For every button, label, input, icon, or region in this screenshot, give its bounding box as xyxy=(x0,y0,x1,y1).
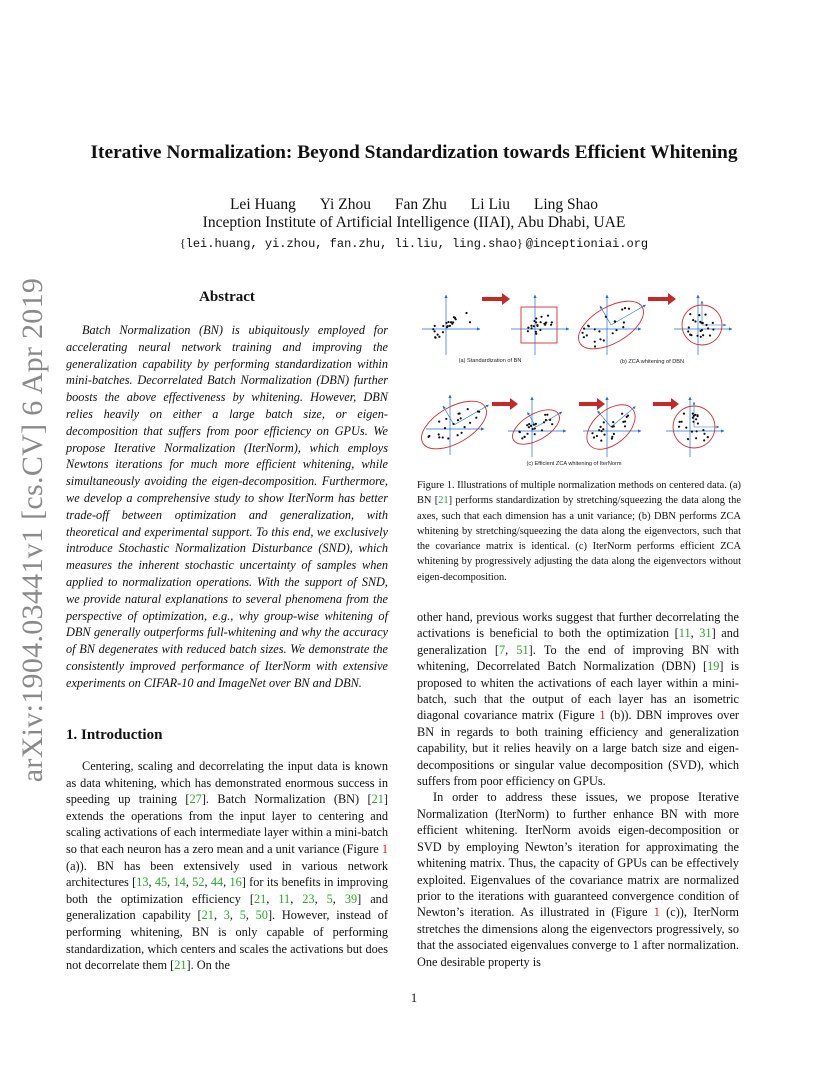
data-point xyxy=(695,437,697,439)
data-point xyxy=(452,423,454,425)
data-point xyxy=(701,329,703,331)
data-point xyxy=(695,418,697,420)
panel-b-after xyxy=(674,295,732,355)
data-point xyxy=(434,325,436,327)
data-point xyxy=(594,345,596,347)
subcaption-c: (c) Efficient ZCA whitening of IterNorm xyxy=(526,461,622,467)
data-point xyxy=(611,426,613,428)
data-point xyxy=(535,333,537,335)
data-point xyxy=(709,334,711,336)
data-point xyxy=(586,334,588,336)
affiliation: Inception Institute of Artificial Intelligence (IIAI), Abu Dhabi, UAE xyxy=(202,214,626,231)
data-point xyxy=(681,421,683,423)
citation-link[interactable]: 7 xyxy=(498,642,506,657)
author-list xyxy=(60,196,768,214)
data-point xyxy=(628,308,630,310)
data-point xyxy=(704,314,706,316)
data-point xyxy=(622,326,624,328)
data-point xyxy=(679,421,681,423)
arxiv-stamp: arXiv:1904.03441v1 [cs.CV] 6 Apr 2019 xyxy=(16,277,50,783)
citation-link[interactable]: 39 xyxy=(344,891,358,906)
data-point xyxy=(469,422,471,424)
data-point xyxy=(457,434,459,436)
data-point xyxy=(438,421,440,423)
panel-c-step-1 xyxy=(414,391,494,458)
citation-link[interactable]: 5 xyxy=(326,891,333,906)
data-point xyxy=(540,316,542,318)
data-point xyxy=(438,436,440,438)
data-point xyxy=(605,316,607,318)
data-point xyxy=(521,437,523,439)
data-point xyxy=(707,436,709,438)
data-point xyxy=(696,414,698,416)
citation-link[interactable]: 21 xyxy=(438,495,449,507)
data-point xyxy=(477,410,479,412)
data-point xyxy=(543,421,545,423)
data-point xyxy=(603,339,605,341)
paragraph: In order to address these issues, we propose Iterative Normalization (IterNorm) to further enhance BN with more efficient whitening. IterNorm avoids eigen-decomposition or SVD by employing Newton’s iteration for approximating the whitening matrix. Thus, the capacity of GPUs can be effectively exploited. Eigenvalues of the covariance matrix are normalized prior to the iterations with guaranteed convergence condition of Newton’s iteration. As illustrated in (Figure 1 (c)), IterNorm stretches the dimensions along the eigenvectors progressively, so that the associated eigenvalues converge to 1 after normalization. One desirable property is xyxy=(417,790,739,969)
citation-link[interactable]: 31 xyxy=(699,626,712,641)
data-point xyxy=(702,334,704,336)
data-point xyxy=(683,413,685,415)
data-point xyxy=(624,420,626,422)
data-point xyxy=(534,427,536,429)
citation-link[interactable]: 11 xyxy=(278,891,291,906)
eigenvector-line xyxy=(443,406,454,425)
author-name: Fan Zhu xyxy=(394,196,447,213)
citation-link[interactable]: 23 xyxy=(302,891,315,906)
data-point xyxy=(687,438,689,440)
citation-link[interactable]: 44 xyxy=(210,875,224,890)
data-point xyxy=(685,427,687,429)
data-point xyxy=(688,326,690,328)
data-point xyxy=(445,418,447,420)
data-point xyxy=(533,424,535,426)
data-point xyxy=(594,341,596,343)
page-number: 1 xyxy=(410,991,418,1005)
citation-link[interactable]: 21 xyxy=(201,908,214,923)
data-point xyxy=(547,315,549,317)
citation-link[interactable]: 19 xyxy=(707,659,720,674)
data-point xyxy=(705,324,707,326)
data-point xyxy=(535,331,537,333)
data-point xyxy=(707,327,709,329)
section-heading-introduction: 1. Introduction xyxy=(66,727,163,743)
data-point xyxy=(536,324,538,326)
citation-link[interactable]: 50 xyxy=(255,908,268,923)
data-point xyxy=(535,317,537,319)
data-point xyxy=(702,429,704,431)
eigenvector-line xyxy=(600,306,611,325)
data-point xyxy=(528,423,530,425)
data-point xyxy=(624,425,626,427)
data-point xyxy=(600,440,602,442)
data-point xyxy=(601,430,603,432)
data-point xyxy=(602,428,604,430)
data-point xyxy=(545,419,547,421)
data-point xyxy=(460,417,462,419)
data-point xyxy=(469,321,471,323)
intro-paragraph: Centering, scaling and decorrelating the input data is known as data whitening, which has demonstrated enormous success in speeding up training [27]. Batch Normalization (BN) [21] extends the operations from the input layer to centering and scaling activations of each intermediate layer within a mini-batch so that each neuron has a zero mean and a unit variance (Figure 1 (a)). BN has been extensively used in various network architectures [13, 45, 14, 52, 44, 16] for its benefits in improving both the optimization efficiency [21, 11, 23, 5, 39] and generalization capability [21, 3, 5, 50]. However, instead of performing whitening, BN is only capable of performing standardization, which centers and scales the activations but does not decorrelate them [21]. On the xyxy=(66,759,389,973)
data-point xyxy=(700,336,702,338)
data-point xyxy=(545,322,547,324)
data-point xyxy=(692,421,694,423)
data-point xyxy=(437,334,439,336)
transform-arrow xyxy=(492,398,518,410)
data-point xyxy=(594,328,596,330)
data-point xyxy=(678,426,680,428)
data-point xyxy=(544,324,546,326)
data-point xyxy=(694,320,696,322)
data-point xyxy=(603,434,605,436)
data-point xyxy=(611,438,613,440)
data-point xyxy=(546,414,548,416)
data-point xyxy=(593,436,595,438)
data-point xyxy=(596,435,598,437)
panel-b-before xyxy=(571,291,651,358)
data-point xyxy=(697,422,699,424)
data-point xyxy=(613,433,615,435)
data-point xyxy=(689,313,691,315)
data-point xyxy=(551,321,553,323)
data-point xyxy=(698,314,700,316)
data-point xyxy=(526,424,528,426)
transform-arrow xyxy=(579,398,605,410)
citation-link[interactable]: 3 xyxy=(223,908,230,923)
paragraph: other hand, previous works suggest that further decorrelating the activations is beneficial to both the optimization [11, 31] and generalization [7, 51]. To the end of improving BN with whitening, Decorrelated Batch Normalization (DBN) [19] is proposed to whiten the activations of each layer within a mini-batch, such that the output of each layer has an isometric diagonal covariance matrix (Figure 1 (b)). DBN improves over BN in regards to both training efficiency and generalization capability, but it relies heavily on a large batch size and eigen-decompositions or singular value decomposition (SVD), which suffers from poor efficiency on GPUs. xyxy=(417,610,740,789)
data-point xyxy=(603,421,605,423)
citation-link[interactable]: 27 xyxy=(189,792,202,807)
data-point xyxy=(438,336,440,338)
author-emails: {lei.huang, yi.zhou, fan.zhu, li.liu, ling.shao} @inceptioniai.org xyxy=(179,236,649,251)
data-point xyxy=(434,330,436,332)
data-point xyxy=(712,328,714,330)
data-point xyxy=(712,322,714,324)
data-point xyxy=(550,324,552,326)
data-point xyxy=(549,419,551,421)
citation-link[interactable]: 16 xyxy=(229,875,242,890)
transform-arrow xyxy=(648,293,676,305)
subcaption-a: (a) Standardization of BN xyxy=(458,358,522,364)
data-point xyxy=(615,329,617,331)
data-point xyxy=(531,327,533,329)
data-point xyxy=(442,436,444,438)
data-point xyxy=(598,429,600,431)
data-point xyxy=(530,325,532,327)
data-point xyxy=(535,423,537,425)
data-point xyxy=(687,330,689,332)
data-point xyxy=(442,331,444,333)
data-point xyxy=(693,415,695,417)
abstract-text: Batch Normalization (BN) is ubiquitously employed for accelerating neural network training and improving the generalization capability by performing standardization within mini-batches. Decorrelated Batch Normalization (DBN) further boosts the above effectiveness by whitening. However, DBN relies heavily on either a large batch size, or eigen-decomposition that suffers from poor efficiency on GPUs. We propose Iterative Normalization (IterNorm), which employs Newtons iterations for much more efficient whitening, while simultaneously avoiding the eigen-decomposition. Furthermore, we develop a comprehensive study to show IterNorm has better trade-off between optimization and generalization, with theoretical and experimental support. To this end, we exclusively introduce Stochastic Normalization Disturbance (SND), which measures the inherent stochastic uncertainty of samples when applied to normalization operations. With the support of SND, we provide natural explanations to several phenomena from the perspective of optimization, e.g., why group-wise whitening of DBN generally outperforms full-whitening and why the accuracy of BN degenerates with reduced batch sizes. We demonstrate the consistently improved performance of IterNorm with extensive experiments on CIFAR-10 and ImageNet over BN and DBN. xyxy=(66,323,388,690)
citation-link[interactable]: 21 xyxy=(371,792,384,807)
data-point xyxy=(445,322,447,324)
data-point xyxy=(612,421,614,423)
panel-a-after xyxy=(511,295,569,355)
email-domain: @inceptioniai.org xyxy=(525,237,649,251)
citation-link[interactable]: 21 xyxy=(174,958,187,973)
data-point xyxy=(532,428,534,430)
data-point xyxy=(539,329,541,331)
data-point xyxy=(459,412,461,414)
data-point xyxy=(450,321,452,323)
data-point xyxy=(541,429,543,431)
author-name: Lei Huang xyxy=(229,196,296,213)
data-point xyxy=(583,328,585,330)
abstract-heading: Abstract xyxy=(199,289,255,305)
citation-link[interactable]: 5 xyxy=(239,908,246,923)
data-point xyxy=(691,431,693,433)
data-point xyxy=(519,431,521,433)
data-point xyxy=(696,335,698,337)
data-point xyxy=(432,328,434,330)
data-point xyxy=(465,312,467,314)
data-point xyxy=(527,327,529,329)
data-point xyxy=(442,325,444,327)
panel-c-step-2 xyxy=(507,397,566,457)
data-point xyxy=(447,321,449,323)
data-point xyxy=(428,436,430,438)
author-name: Yi Zhou xyxy=(319,196,371,213)
data-point xyxy=(461,432,463,434)
citation-link[interactable]: 21 xyxy=(254,891,267,906)
data-point xyxy=(621,413,623,415)
eigenvector-line xyxy=(536,412,562,427)
data-point xyxy=(533,325,535,327)
data-point xyxy=(524,436,526,438)
data-point xyxy=(533,320,535,322)
data-point xyxy=(696,430,698,432)
data-point xyxy=(690,334,692,336)
data-point xyxy=(449,325,451,327)
data-point xyxy=(464,426,466,428)
data-point xyxy=(540,321,542,323)
figure-1 xyxy=(414,285,748,475)
figure-link[interactable]: 1 xyxy=(599,708,606,723)
data-point xyxy=(551,423,553,425)
data-point xyxy=(703,433,705,435)
eigenvector-line xyxy=(611,406,636,427)
data-point xyxy=(624,307,626,309)
citation-link[interactable]: 52 xyxy=(192,875,205,890)
paper-title: Iterative Normalization: Beyond Standardization towards Efficient Whitening xyxy=(90,142,738,163)
data-point xyxy=(527,330,529,332)
eigenvector-line xyxy=(598,411,611,427)
data-point xyxy=(528,426,530,428)
data-point xyxy=(583,336,585,338)
data-point xyxy=(692,413,694,415)
data-point xyxy=(621,308,623,310)
right-column-text xyxy=(417,609,739,970)
author-name: Li Liu xyxy=(470,196,510,213)
data-point xyxy=(612,332,614,334)
data-point xyxy=(627,415,629,417)
data-point xyxy=(623,321,625,323)
data-point xyxy=(600,426,602,428)
data-point xyxy=(526,433,528,435)
data-point xyxy=(475,417,477,419)
subcaption-b: (b) ZCA whitening of DBN xyxy=(619,359,685,365)
figure-link[interactable]: 1 xyxy=(653,905,660,920)
data-point xyxy=(598,330,600,332)
data-point xyxy=(591,432,593,434)
data-point xyxy=(457,419,459,421)
citation-link[interactable]: 45 xyxy=(154,875,168,890)
author-name: Ling Shao xyxy=(533,196,599,213)
figure-caption: Figure 1. Illustrations of multiple normalization methods on centered data. (a) BN [21] performs standardization by stretching/squeezing the data along the axes, such that each dimension has a unit variance; (b) DBN performs ZCA whitening by stretching/squeezing the data along the eigenvectors, such that the covariance matrix is identical. (c) IterNorm performs efficient ZCA whitening by progressively adjusting the data along the eigenvectors without eigen-decomposition. xyxy=(417,480,741,583)
data-point xyxy=(455,318,457,320)
data-point xyxy=(438,433,440,435)
data-point xyxy=(444,427,446,429)
transform-arrow xyxy=(482,293,510,305)
panel-a-before xyxy=(422,295,480,355)
data-point xyxy=(544,414,546,416)
transform-arrow xyxy=(653,398,679,410)
data-point xyxy=(614,321,616,323)
email-names: lei.huang, yi.zhou, fan.zhu, li.liu, ling.shao xyxy=(185,237,517,251)
data-point xyxy=(582,332,584,334)
data-point xyxy=(534,433,536,435)
figure-link[interactable]: 1 xyxy=(381,841,388,856)
data-point xyxy=(530,425,532,427)
data-point xyxy=(434,337,436,339)
data-point xyxy=(599,338,601,340)
data-point xyxy=(699,321,701,323)
data-point xyxy=(447,437,449,439)
citation-link[interactable]: 13 xyxy=(136,875,149,890)
citation-link[interactable]: 14 xyxy=(173,875,186,890)
data-point xyxy=(692,319,694,321)
data-point xyxy=(467,408,469,410)
data-point xyxy=(702,322,704,324)
data-point xyxy=(703,439,705,441)
data-point xyxy=(587,325,589,327)
citation-link[interactable]: 51 xyxy=(516,642,529,657)
data-point xyxy=(446,326,448,328)
citation-link[interactable]: 11 xyxy=(678,626,691,641)
